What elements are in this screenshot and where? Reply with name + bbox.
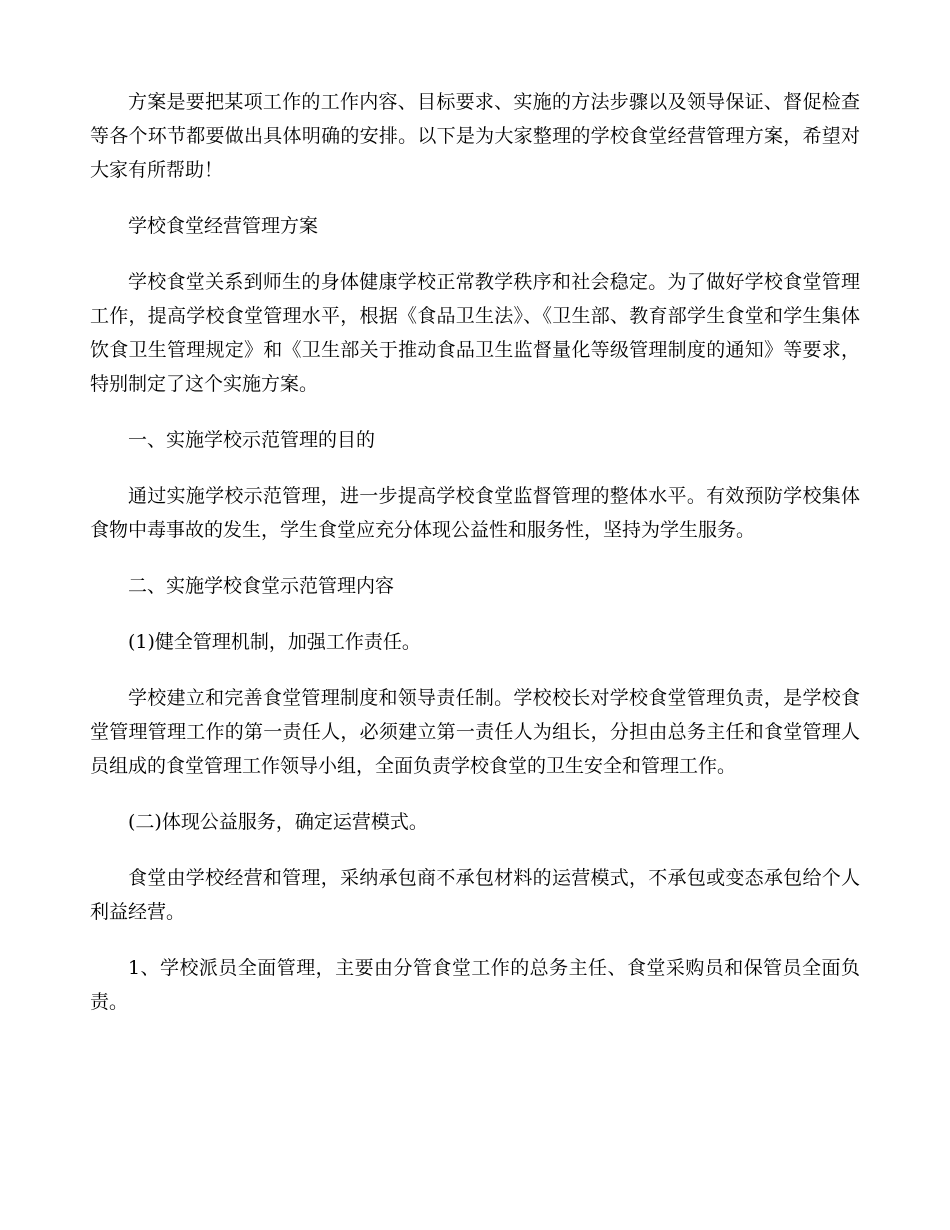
document-title: 学校食堂经营管理方案 xyxy=(128,215,319,237)
intro-paragraph: 方案是要把某项工作的工作内容、目标要求、实施的方法步骤以及领导保证、督促检查等各个环节都要做出具体明确的安排。以下是为大家整理的学校食堂经营管理方案，希望对大家有所帮助！ xyxy=(90,91,860,181)
background-paragraph: 学校食堂关系到师生的身体健康学校正常教学秩序和社会稳定。为了做好学校食堂管理工作，提高学校食堂管理水平，根据《食品卫生法》、《卫生部、教育部学生食堂和学生集体饮食卫生管理规定》和《卫生部关于推动食品卫生监督量化等级管理制度的通知》等要求，特别制定了这个实施方案。 xyxy=(90,271,860,395)
management-mechanism-paragraph: 学校建立和完善食堂管理制度和领导责任制。学校校长对学校食堂管理负责，是学校食堂管理管理工作的第一责任人，必须建立第一责任人为组长，分担由总务主任和食堂管理人员组成的食堂管理工作领导小组，全面负责学校食堂的卫生安全和管理工作。 xyxy=(90,687,860,777)
subheading-management-mechanism: (1)健全管理机制，加强工作责任。 xyxy=(128,631,421,653)
section-heading-content: 二、实施学校食堂示范管理内容 xyxy=(128,575,395,597)
operating-mode-paragraph: 食堂由学校经营和管理，采纳承包商不承包材料的运营模式，不承包或变态承包给个人利益经营。 xyxy=(90,867,860,923)
subheading-operating-mode: (二)体现公益服务，确定运营模式。 xyxy=(128,811,428,833)
purpose-paragraph: 通过实施学校示范管理，进一步提高学校食堂监督管理的整体水平。有效预防学校集体食物中毒事故的发生，学生食堂应充分体现公益性和服务性，坚持为学生服务。 xyxy=(90,485,860,541)
list-item-1: 1、学校派员全面管理，主要由分管食堂工作的总务主任、食堂采购员和保管员全面负责。 xyxy=(90,957,860,1013)
document-page xyxy=(90,85,860,1041)
section-heading-purpose: 一、实施学校示范管理的目的 xyxy=(128,429,376,451)
